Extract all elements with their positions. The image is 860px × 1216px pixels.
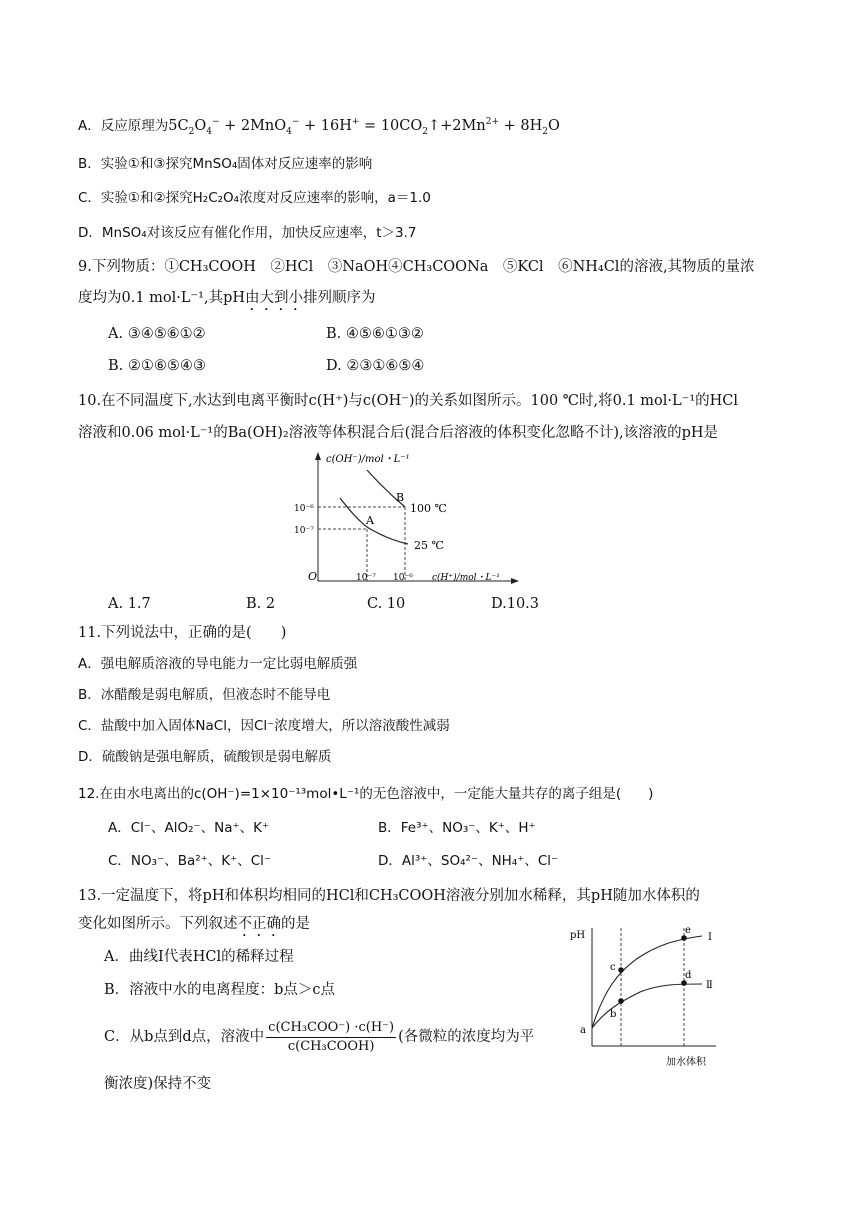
q10-ytick-2: 10⁻⁷ (294, 526, 314, 536)
q13-y-label: pH (570, 930, 586, 941)
q13-point-b: b (610, 1009, 617, 1020)
q12-option-c: C．NO₃⁻、Ba²⁺、K⁺、Cl⁻ (108, 853, 272, 869)
q8-eq-part: 4 (286, 126, 292, 137)
q10-option-b: B. 2 (246, 596, 276, 612)
q8-eq-part: + (351, 117, 360, 128)
q13-point-c: c (610, 962, 616, 973)
q8-eq-part: O (194, 118, 207, 134)
q13-fraction: $\frac{\text{c(CH₃COO⁻) ·c(H⁻)}}{\text{c(CH₃COOH)}}$ (268, 1019, 395, 1054)
q13-curve-2-label: Ⅱ (706, 980, 713, 991)
q9-option-d: D. ②③①⑥⑤④ (326, 358, 425, 374)
q13-option-a: A．曲线Ⅰ代表HCl的稀释过程 (104, 949, 294, 965)
q8-eq-part: − (211, 117, 220, 128)
q11-option-b: B．冰醋酸是弱电解质，但液态时不能导电 (78, 687, 331, 703)
q9-option-a: A. ③④⑤⑥①② (108, 326, 206, 342)
q8-eq-part: + 2MnO (219, 118, 287, 134)
q12-option-b: B．Fe³⁺、NO₃⁻、K⁺、H⁺ (378, 820, 536, 836)
q10-curve-25c-label: 25 ℃ (414, 539, 444, 552)
q10-graph (290, 448, 530, 593)
q11-stem: 11.下列说法中，正确的是( ) (78, 625, 287, 641)
q13-emphasis: 不正确 (237, 916, 281, 932)
q13-stem-line2: 变化如图所示。下列叙述不正确的是 (78, 916, 310, 932)
q10-point-b: B (396, 491, 405, 504)
q8-eq-part: − (291, 117, 300, 128)
q13-point-c-dot (618, 967, 624, 973)
q13-graph (568, 920, 728, 1070)
q13-option-c-line2: 衡浓度)保持不变 (104, 1076, 212, 1092)
q12-stem: 12.在由水电离出的c(OH⁻)=1×10⁻¹³mol•L⁻¹的无色溶液中，一定能大量共存的离子组是( ) (78, 786, 654, 802)
q10-xtick-1: 10⁻⁷ (356, 573, 376, 583)
q9-stem-line1: 9.下列物质：①CH₃COOH ②HCl ③NaOH④CH₃COONa ⑤KCl ⑥NH₄Cl的溶液,其物质的量浓 (78, 259, 755, 275)
q8-eq-part: 5C (168, 118, 189, 134)
q13-point-d: d (685, 970, 692, 981)
q9-option-b: B. ④⑤⑥①③② (326, 326, 424, 342)
q11-option-c: C．盐酸中加入固体NaCl，因Cl⁻浓度增大，所以溶液酸性减弱 (78, 718, 450, 734)
q13-point-e: e (685, 925, 691, 936)
q13-x-label: 加水体积 (666, 1057, 706, 1068)
q10-y-label: c(OH⁻)/mol・L⁻¹ (326, 454, 410, 465)
q11-option-a: A．强电解质溶液的导电能力一定比弱电解质强 (78, 656, 358, 672)
q10-stem-line2: 溶液和0.06 mol·L⁻¹的Ba(OH)₂溶液等体积混合后(混合后溶液的体积变化忽略不计),该溶液的pH是 (78, 425, 719, 441)
q8-option-b: B．实验①和③探究MnSO₄固体对反应速率的影响 (78, 156, 373, 172)
q10-ytick-1: 10⁻⁶ (294, 504, 314, 514)
q13-point-a: a (580, 1025, 586, 1036)
q12-option-d: D．Al³⁺、SO₄²⁻、NH₄⁺、Cl⁻ (378, 853, 559, 869)
q8-eq-part: + 16H (299, 118, 352, 134)
q8-option-d: D．MnSO₄对该反应有催化作用，加快反应速率，t＞3.7 (78, 225, 417, 241)
q11-option-d: D．硫酸钠是强电解质，硫酸钡是弱电解质 (78, 749, 332, 765)
q9-emphasis: 由大到小 (245, 290, 304, 306)
q9-stem-line2: 度均为0.1 mol·L⁻¹,其pH由大到小排列顺序为 (78, 290, 376, 306)
q10-curve-100c-label: 100 ℃ (410, 502, 447, 515)
q8-eq-part: 2+ (485, 117, 499, 128)
q10-x-label: c(H⁺)/mol・L⁻¹ (432, 573, 500, 583)
q10-y-axis-arrow (315, 452, 321, 460)
q13-point-b-dot (618, 998, 624, 1004)
q13-option-c: C．从b点到d点，溶液中 $\frac{\text{c(CH₃COO⁻) ·c(H⁻)}}{\text{c(CH₃COOH)}}$ (各微粒的浓度均为平 (104, 1019, 535, 1054)
q12-option-a: A．Cl⁻、AlO₂⁻、Na⁺、K⁺ (108, 820, 270, 836)
q9-option-c: B. ②①⑥⑤④③ (108, 358, 206, 374)
q8-eq-part: = 10CO (359, 118, 423, 134)
q8-eq-part: O (547, 118, 560, 134)
q13-option-b: B．溶液中水的电离程度：b点＞c点 (104, 982, 336, 998)
q8-eq-part: 2 (188, 126, 195, 137)
q8-option-a-equation (168, 117, 560, 137)
q8-eq-part: + 8H (499, 118, 543, 134)
q10-option-c: C. 10 (367, 596, 406, 612)
q10-option-d: D.10.3 (491, 596, 540, 612)
q10-stem-line1: 10.在不同温度下,水达到电离平衡时c(H⁺)与c(OH⁻)的关系如图所示。100 ℃时,将0.1 mol·L⁻¹的HCl (78, 393, 739, 409)
q13-point-d-dot (681, 980, 687, 986)
q10-xtick-2: 10⁻⁶ (393, 573, 413, 583)
q10-origin: O (308, 570, 318, 583)
q8-option-a: A．反应原理为$5C_2O_4^- + 2MnO_4^- + 16H^+$ = $10CO_2↑+2Mn^{2+} + 8H_2O$ (78, 117, 560, 137)
q10-curve-25c (340, 498, 408, 544)
q8-eq-part: 2 (422, 126, 428, 137)
q13-curve-2 (592, 984, 702, 1028)
q13-curve-1-label: Ⅰ (708, 932, 712, 943)
q10-point-a: A (366, 514, 374, 527)
q13-point-e-dot (681, 935, 687, 941)
q8-eq-part: 4 (206, 126, 212, 137)
q8-eq-part: 2 (542, 126, 548, 137)
q10-x-axis-arrow (511, 578, 519, 584)
q10-option-a: A. 1.7 (108, 596, 151, 612)
q8-eq-part: ↑+2Mn (428, 118, 486, 134)
q13-stem-line1: 13.一定温度下，将pH和体积均相同的HCl和CH₃COOH溶液分别加水稀释，其pH随加水体积的 (78, 888, 700, 904)
q8-option-c: C．实验①和②探究H₂C₂O₄浓度对反应速率的影响，a＝1.0 (78, 190, 431, 206)
